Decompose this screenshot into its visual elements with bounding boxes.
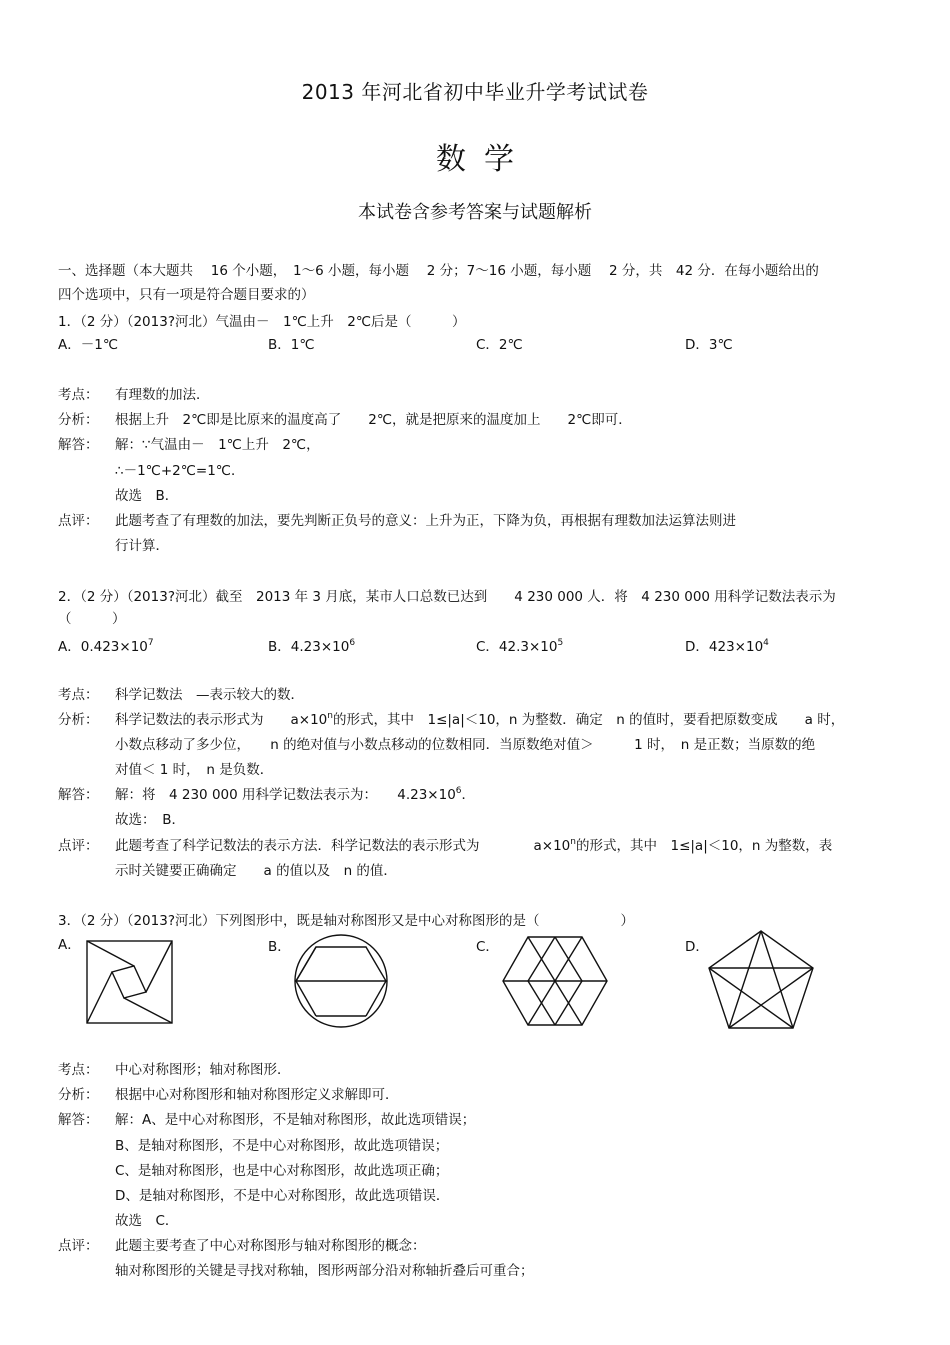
q1-fenxi: 根据上升 2℃即是比原来的温度高了 2℃，就是把原来的温度加上 2℃即可．: [115, 412, 632, 428]
q1-kaodian-label: 考点：: [58, 387, 99, 403]
q3-jieda-line2: B、是轴对称图形，不是中心对称图形，故此选项错误；: [115, 1138, 449, 1154]
q3-jieda-line5: 故选 C．: [115, 1213, 179, 1229]
q3-option-c-label: C．: [476, 939, 499, 955]
q1-jieda-line3: 故选 B．: [115, 488, 179, 504]
q2-kaodian-label: 考点：: [58, 687, 99, 703]
subtitle: 本试卷含参考答案与试题解析: [358, 202, 592, 223]
pinwheel-square-icon: [84, 938, 176, 1026]
q2-kaodian: 科学记数法 —表示较大的数．: [115, 687, 304, 703]
q2-dianping-line2: 示时关键要正确确定 a 的值以及 n 的值．: [115, 863, 397, 879]
q2-fenxi-label: 分析：: [58, 712, 99, 728]
q3-fenxi: 根据中心对称图形和轴对称图形定义求解即可．: [115, 1087, 399, 1103]
section-intro-line1: 一、选择题（本大题共 16 个小题， 1～6 小题，每小题 2 分；7～16 小题，每小题 2 分，共 42 分．在每小题给出的: [58, 263, 819, 279]
q1-option-d: D．3℃: [685, 337, 733, 353]
q1-dianping-line1: 此题考查了有理数的加法，要先判断正负号的意义：上升为正，下降为负，再根据有理数加法运算法则进: [115, 513, 736, 529]
q2-stem-line2: （ ）: [58, 611, 126, 627]
q2-jieda-line1: 解：将 4 230 000 用科学记数法表示为： $4.23\times 10^6$．: [115, 786, 476, 803]
q2-fenxi-line1: 科学记数法的表示形式为 $a\times 10^n$的形式，其中 1≤|a|＜10，n 为整数．确定 n 的值时，要看把原数变成 a 时，: [115, 711, 845, 728]
star-of-david-hexagon-icon: [500, 934, 610, 1028]
q1-stem: 1．（2 分）（2013?河北）气温由－ 1℃上升 2℃后是（ ）: [58, 314, 466, 330]
q2-fenxi-line2: 小数点移动了多少位， n 的绝对值与小数点移动的位数相同．当原数绝对值＞ 1 时， n 是正数；当原数的绝: [115, 737, 816, 753]
q2-option-d: D．$423\times 10^4$: [685, 638, 769, 655]
q1-option-a: A．－1℃: [58, 337, 118, 353]
q3-kaodian-label: 考点：: [58, 1062, 99, 1078]
q3-stem: 3．（2 分）（2013?河北）下列图形中，既是轴对称图形又是中心对称图形的是（ ）: [58, 913, 634, 929]
q2-dianping-line1: 此题考查了科学记数法的表示方法．科学记数法的表示形式为 $a\times 10^n$的形式，其中 1≤|a|＜10，n 为整数，表: [115, 837, 833, 854]
q1-option-b: B．1℃: [268, 337, 315, 353]
q1-jieda-line1: 解：∵气温由－ 1℃上升 2℃，: [115, 437, 320, 453]
q2-jieda-label: 解答：: [58, 787, 99, 803]
section-intro-line2: 四个选项中，只有一项是符合题目要求的）: [58, 287, 315, 303]
document-title: 2013 年河北省初中毕业升学考试试卷: [301, 80, 649, 104]
q3-option-b-label: B．: [268, 939, 291, 955]
q1-fenxi-label: 分析：: [58, 412, 99, 428]
q2-option-c: C．$42.3\times 10^5$: [476, 638, 564, 655]
q3-jieda-line4: D、是轴对称图形，不是中心对称图形，故此选项错误．: [115, 1188, 450, 1204]
q2-option-a: A．$0.423\times 10^7$: [58, 638, 154, 655]
q3-option-a-label: A．: [58, 937, 81, 953]
q3-jieda-label: 解答：: [58, 1112, 99, 1128]
q3-fenxi-label: 分析：: [58, 1087, 99, 1103]
q3-jieda-line3: C、是轴对称图形，也是中心对称图形，故此选项正确；: [115, 1163, 449, 1179]
q3-kaodian: 中心对称图形；轴对称图形．: [115, 1062, 291, 1078]
q2-option-b: B．$4.23\times 10^6$: [268, 638, 356, 655]
q1-jieda-label: 解答：: [58, 437, 99, 453]
q3-jieda-line1: 解：A、是中心对称图形，不是轴对称图形，故此选项错误；: [115, 1112, 476, 1128]
q3-dianping-label: 点评：: [58, 1238, 99, 1254]
q1-dianping-label: 点评：: [58, 513, 99, 529]
q3-dianping-line2: 轴对称图形的关键是寻找对称轴，图形两部分沿对称轴折叠后可重合；: [115, 1263, 534, 1279]
subject-title: 数学: [436, 142, 532, 177]
trapezoid-in-circle-icon: [292, 932, 390, 1030]
q2-stem-line1: 2．（2 分）（2013?河北）截至 2013 年 3 月底，某市人口总数已达到 4 230 000 人．将 4 230 000 用科学记数法表示为: [58, 589, 836, 605]
q3-dianping-line1: 此题主要考查了中心对称图形与轴对称图形的概念：: [115, 1238, 426, 1254]
q2-fenxi-line3: 对值＜ 1 时， n 是负数．: [115, 762, 274, 778]
q1-dianping-line2: 行计算．: [115, 538, 169, 554]
q1-option-c: C．2℃: [476, 337, 523, 353]
pentagram-pentagon-icon: [706, 928, 816, 1032]
q2-jieda-line2: 故选： B．: [115, 812, 186, 828]
q3-option-d-label: D．: [685, 939, 709, 955]
q1-kaodian: 有理数的加法．: [115, 387, 210, 403]
q2-dianping-label: 点评：: [58, 838, 99, 854]
q1-jieda-line2: ∴－1℃+2℃=1℃．: [115, 463, 245, 479]
